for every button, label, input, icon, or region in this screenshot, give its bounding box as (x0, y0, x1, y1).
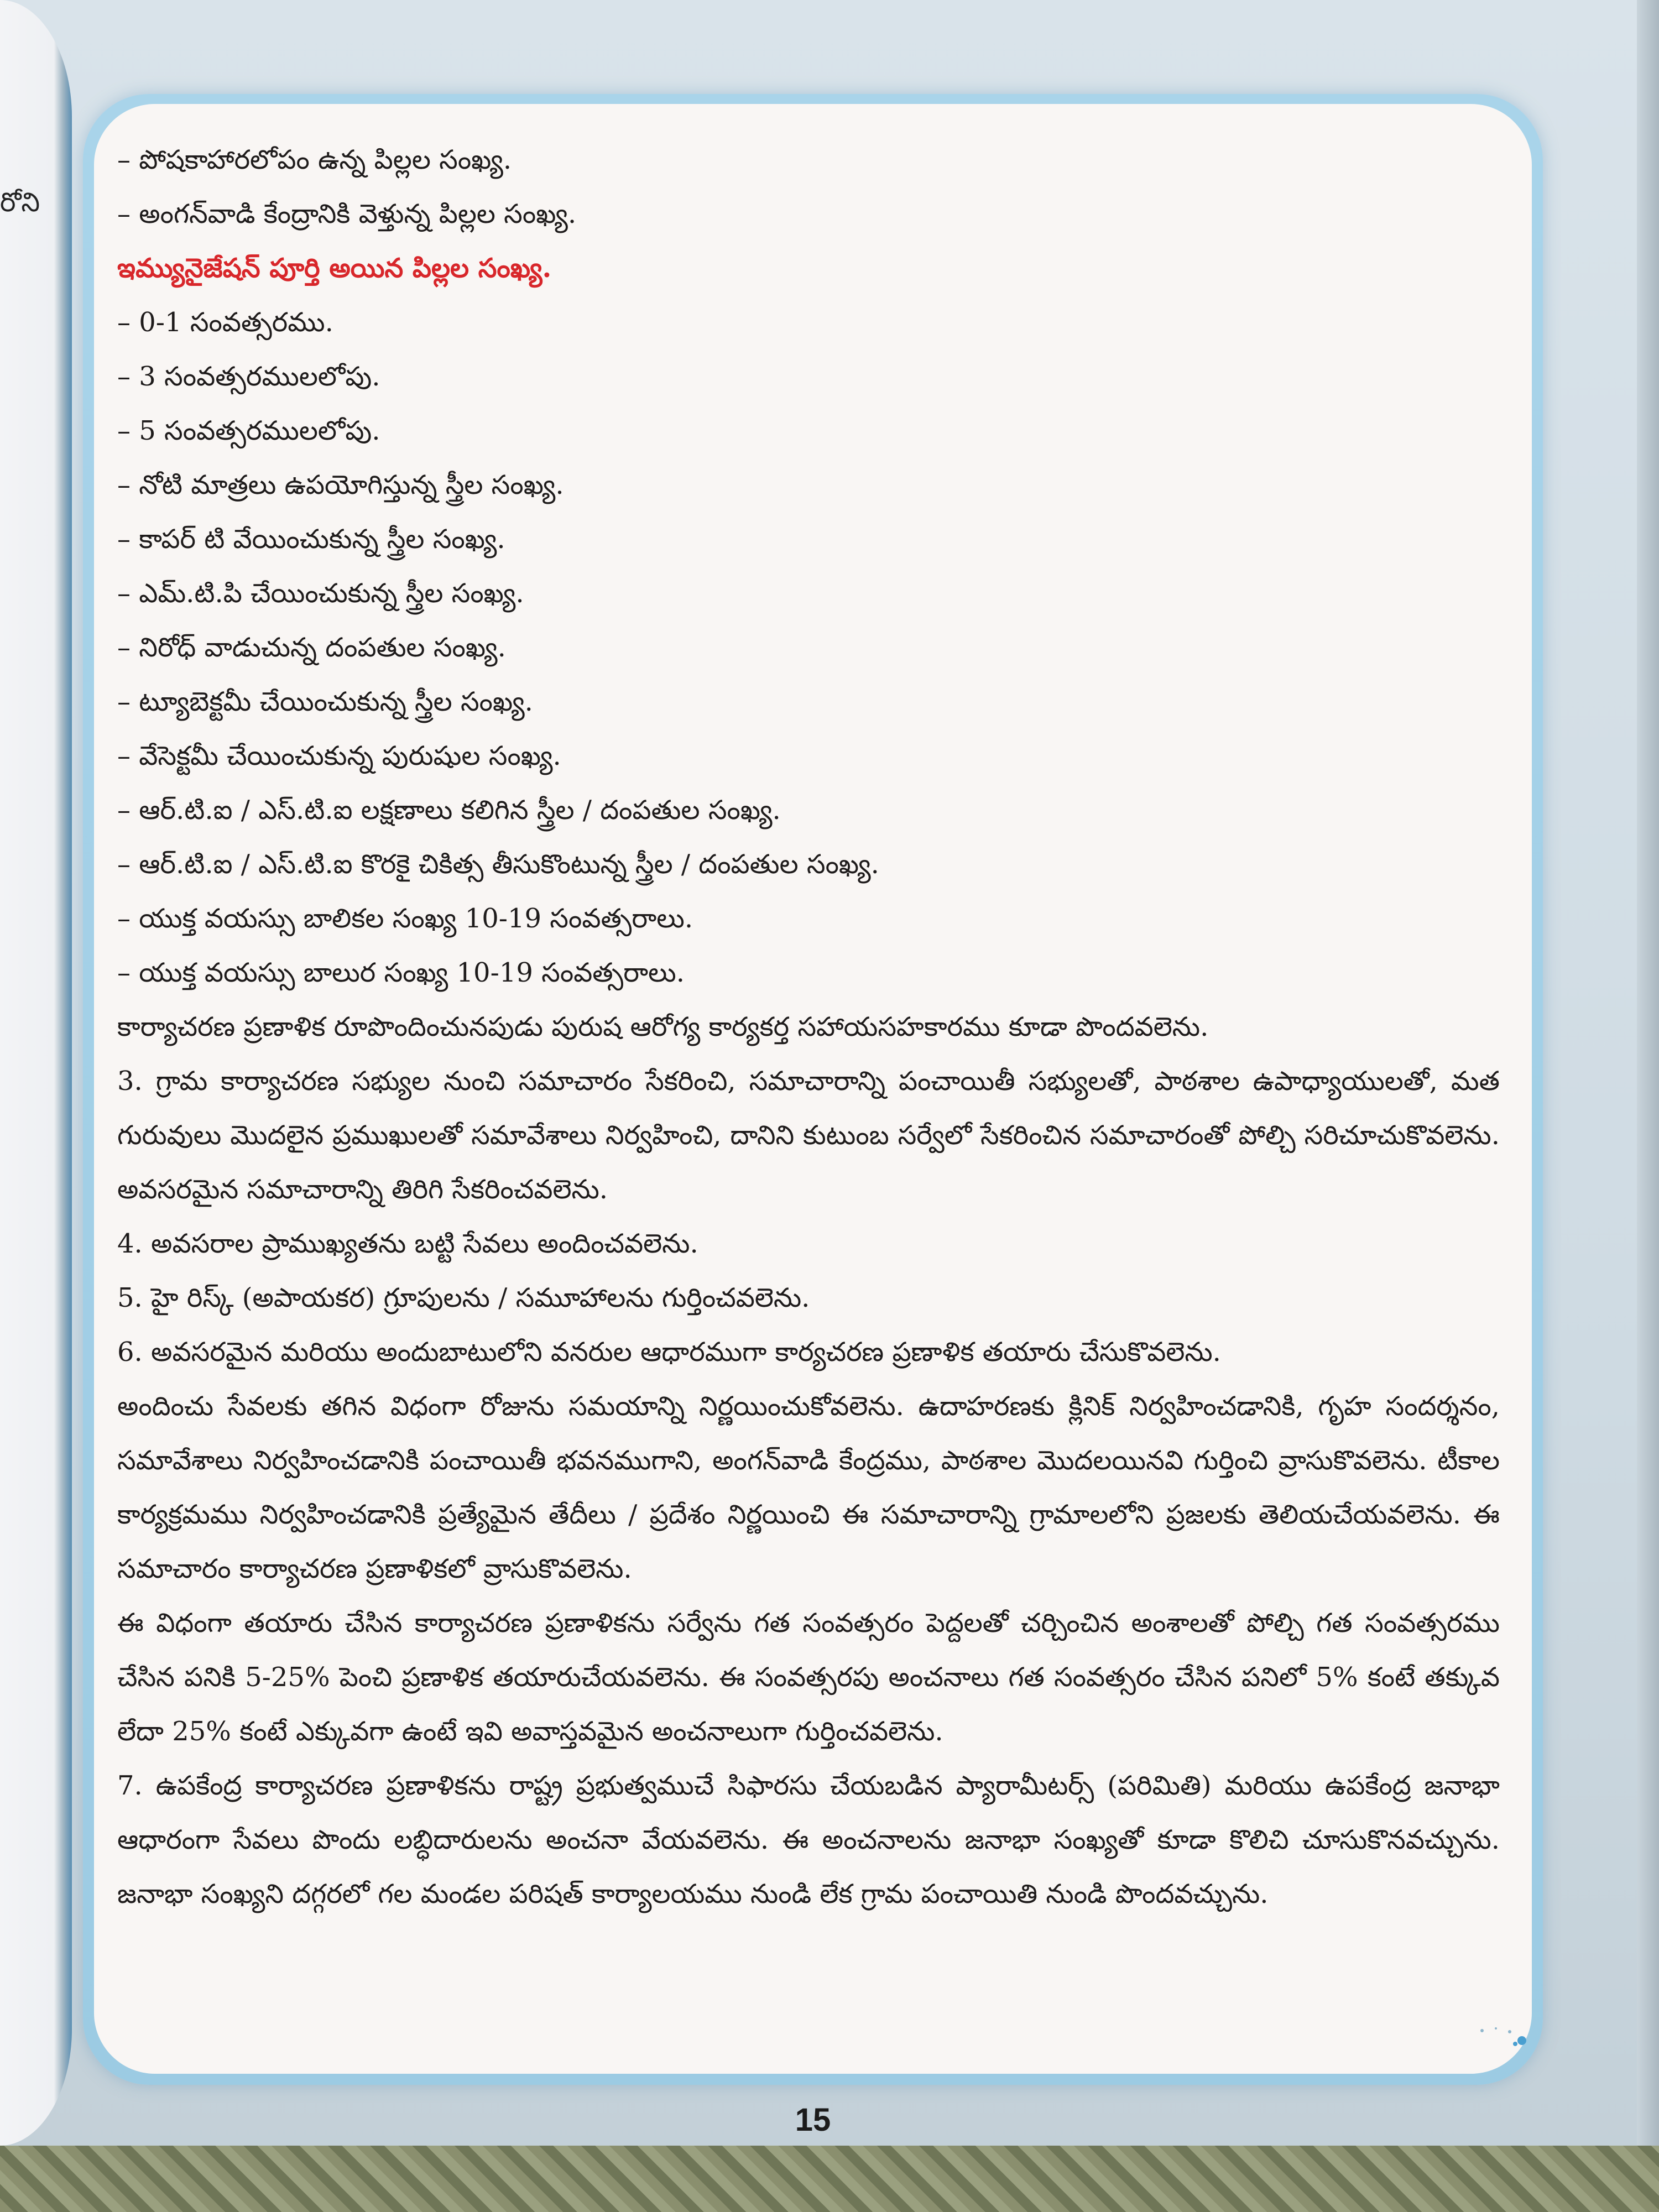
table-surface (0, 2146, 1659, 2212)
paragraph: 7. ఉపకేంద్ర కార్యాచరణ ప్రణాళికను రాష్ట్ర ప్రభుత్వముచే సిఫారసు చేయబడిన ప్యారామీటర్స్ (పరిమితి) మరియు ఉపకేంద్ర జనాభా ఆధారంగా సేవలు పొందు లబ్ధిదారులను అంచనా వేయవలెను. ఈ అంచనాలను జనాభా సంఖ్యతో కూడా కొలిచి చూసుకొనవచ్చును. జనాభా సంఖ్యని దగ్గరలో గల మండల పరిషత్ కార్యాలయము నుండి లేక గ్రామ పంచాయితి నుండి పొందవచ్చును. (117, 1770, 1500, 1910)
paragraph: అందించు సేవలకు తగిన విధంగా రోజును సమయాన్ని నిర్ణయించుకోవలెను. ఉదాహరణకు క్లినిక్ నిర్వహించడానికి, గృహ సందర్శనం, సమావేశాలు నిర్వహించడానికి పంచాయితీ భవనముగాని, అంగన్‌వాడి కేంద్రము, పాఠశాల మొదలయినవి గుర్తించి వ్రాసుకొవలెను. టీకాల కార్యక్రమము నిర్వహించడానికి ప్రత్యేమైన తేదీలు / ప్రదేశం నిర్ణయించి ఈ సమాచారాన్ని గ్రామాలలోని ప్రజలకు తెలియచేయవలెను. ఈ సమాచారం కార్యాచరణ ప్రణాళికలో వ్రాసుకొవలెను. (117, 1391, 1500, 1584)
paragraph: కార్యాచరణ ప్రణాళిక రూపొందించునపుడు పురుష ఆరోగ్య కార్యకర్త సహాయసహకారము కూడా పొందవలెను. (117, 1011, 1209, 1042)
document-body (117, 133, 1500, 2002)
list-item: – 0-1 సంవత్సరము. (117, 307, 333, 338)
page-edge (1637, 0, 1659, 2146)
page-number: 15 (795, 2102, 831, 2138)
list-item: – ఆర్.టి.ఐ / ఎస్.టి.ఐ కొరకై చికిత్స తీసుకొంటున్న స్త్రీల / దంపతుల సంఖ్య. (117, 849, 879, 880)
list-item: – 3 సంవత్సరములలోపు. (117, 361, 380, 392)
list-item: – వేసెక్టమీ చేయించుకున్న పురుషుల సంఖ్య. (117, 740, 561, 771)
list-item: – నిరోధ్ వాడుచున్న దంపతుల సంఖ్య. (117, 632, 506, 663)
list-item: – అంగన్‌వాడి కేంద్రానికి వెళ్తున్న పిల్లల సంఖ్య. (117, 199, 577, 229)
list-item: – యుక్త వయస్సు బాలుర సంఖ్య 10-19 సంవత్సరాలు. (117, 957, 685, 988)
list-item: – నోటి మాత్రలు ఉపయోగిస్తున్న స్త్రీల సంఖ్య. (117, 469, 564, 500)
paragraph: 4. అవసరాల ప్రాముఖ్యతను బట్టి సేవలు అందించవలెను. (117, 1228, 698, 1259)
paragraph: 3. గ్రామ కార్యాచరణ సభ్యుల నుంచి సమాచారం సేకరించి, సమాచారాన్ని పంచాయితీ సభ్యులతో, పాఠశాల ఉపాధ్యాయులతో, మత గురువులు మొదలైన ప్రముఖులతో సమావేశాలు నిర్వహించి, దానిని కుటుంబ సర్వేలో సేకరించిన సమాచారంతో పోల్చి సరిచూచుకొవలెను. అవసరమైన సమాచారాన్ని తిరిగి సేకరించవలెను. (117, 1066, 1500, 1205)
list-item: – యుక్త వయస్సు బాలికల సంఖ్య 10-19 సంవత్సరాలు. (117, 903, 693, 934)
list-item: – కాపర్ టి వేయించుకున్న స్త్రీల సంఖ్య. (117, 524, 505, 555)
decorative-dots (1471, 2024, 1532, 2057)
list-item: – ఎమ్.టి.పి చేయించుకున్న స్త్రీల సంఖ్య. (117, 578, 524, 609)
previous-page-edge (0, 0, 72, 2146)
previous-page-text: రోని (0, 187, 41, 218)
list-item: – 5 సంవత్సరములలోపు. (117, 415, 380, 446)
paragraph: ఈ విధంగా తయారు చేసిన కార్యాచరణ ప్రణాళికను సర్వేను గత సంవత్సరం పెద్దలతో చర్చించిన అంశాలతో పోల్చి గత సంవత్సరము చేసిన పనికి 5-25% పెంచి ప్రణాళిక తయారుచేయవలెను. ఈ సంవత్సరపు అంచనాలు గత సంవత్సరం చేసిన పనిలో 5% కంటే తక్కువ లేదా 25% కంటే ఎక్కువగా ఉంటే ఇవి అవాస్తవమైన అంచనాలుగా గుర్తించవలెను. (117, 1608, 1500, 1747)
list-item: – పోషకాహారలోపం ఉన్న పిల్లల సంఖ్య. (117, 144, 512, 175)
paragraph: 6. అవసరమైన మరియు అందుబాటులోని వనరుల ఆధారముగా కార్యచరణ ప్రణాళిక తయారు చేసుకొవలెను. (117, 1337, 1221, 1368)
paragraph: 5. హై రిస్క్ (అపాయకర) గ్రూపులను / సమూహాలను గుర్తించవలెను. (117, 1282, 810, 1313)
list-item: – ట్యూబెక్టమీ చేయించుకున్న స్త్రీల సంఖ్య. (117, 686, 533, 717)
section-heading: ఇమ్యునైజేషన్ పూర్తి అయిన పిల్లల సంఖ్య. (117, 253, 552, 284)
list-item: – ఆర్.టి.ఐ / ఎస్.టి.ఐ లక్షణాలు కలిగిన స్త్రీల / దంపతుల సంఖ్య. (117, 795, 781, 826)
